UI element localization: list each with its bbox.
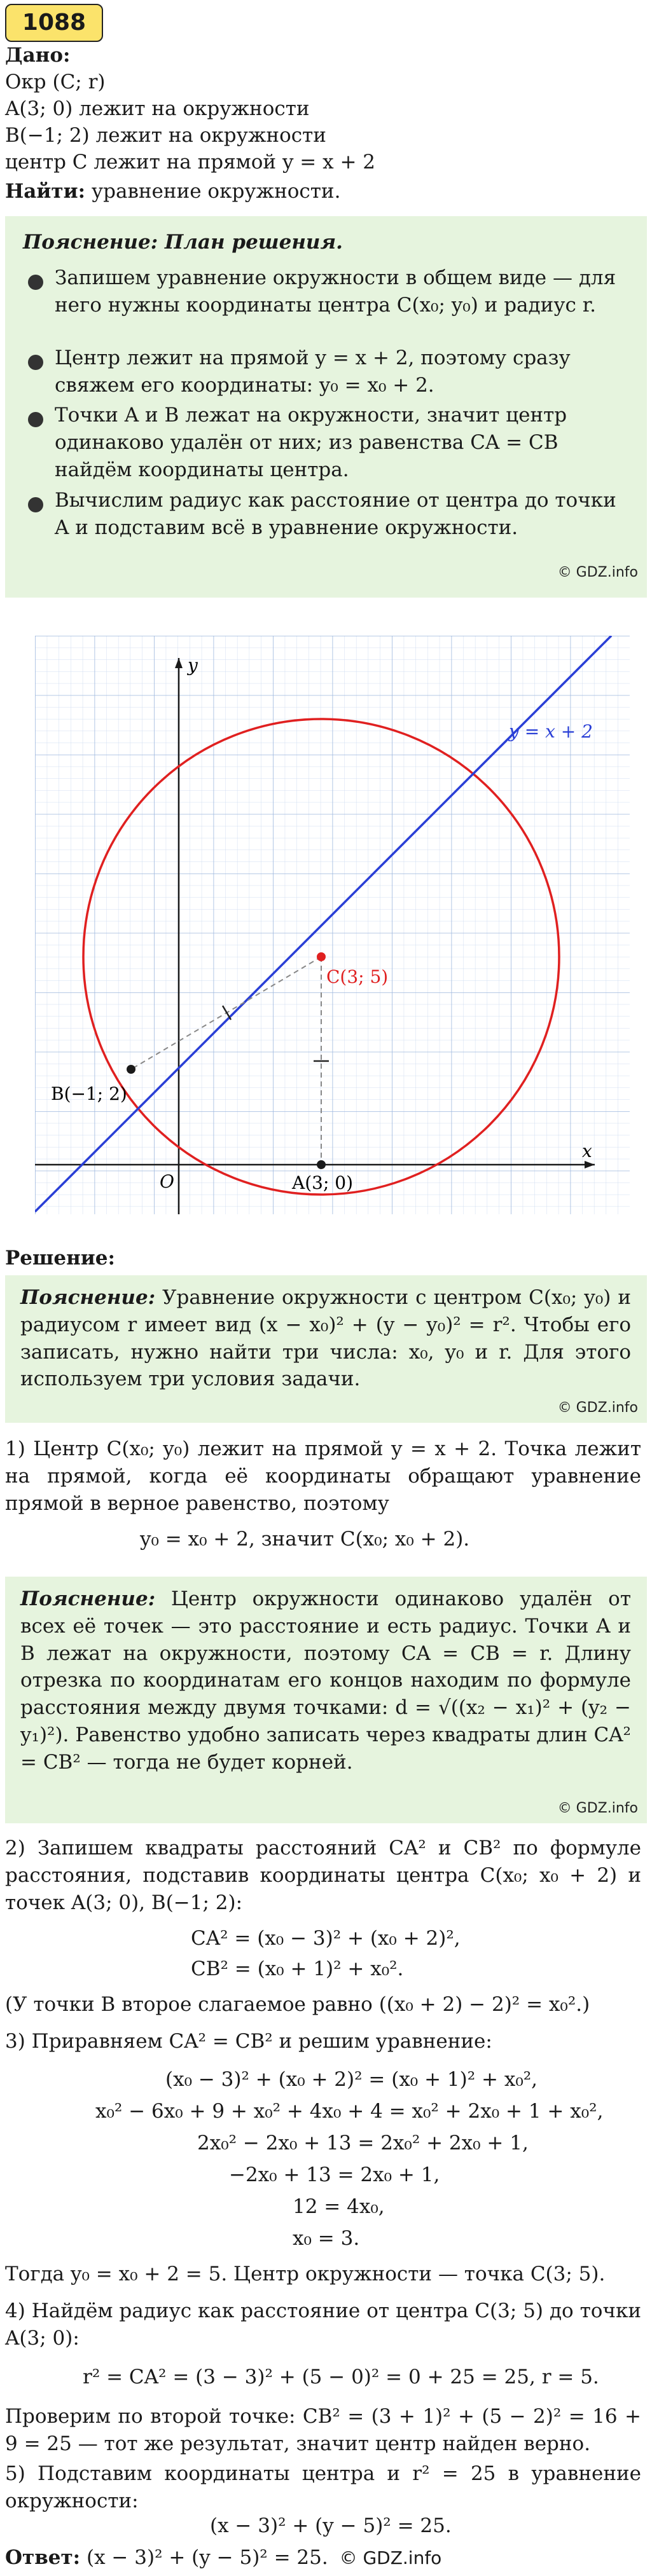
- plan-bullet-1: [28, 275, 43, 290]
- answer-watermark: © GDZ.info: [339, 2547, 442, 2568]
- point-a: [317, 1160, 326, 1169]
- step3-line-2: x₀² − 6x₀ + 9 + x₀² + 4x₀ + 4 = x₀² + 2x₀ + 1 + x₀²,: [95, 2100, 604, 2123]
- plan-item-2: Центр лежит на прямой y = x + 2, поэтому сразу свяжем его координаты: y₀ = x₀ + 2.: [55, 346, 571, 397]
- note1-label: Пояснение:: [20, 1286, 156, 1309]
- note2-text-block: [20, 1586, 631, 1776]
- plan-header: Пояснение: План решения.: [23, 231, 343, 254]
- step2-text: 2) Запишем квадраты расстояний CA² и CB² по формуле расстояния, подставив координаты центра C(x₀; x₀ + 2) и точек A(3; 0), B(−1; 2):: [5, 1837, 641, 1914]
- line-label: y = x + 2: [509, 721, 593, 742]
- find-label: Найти:: [5, 180, 86, 203]
- step4-formula: r² = CA² = (3 − 3)² + (5 − 0)² = 0 + 25 = 25, r = 5.: [83, 2366, 599, 2388]
- plan-item-1: Запишем уравнение окружности в общем виде — для него нужны координаты центра C(x₀; y₀) и радиус r.: [55, 266, 616, 317]
- step1-text: 1) Центр C(x₀; y₀) лежит на прямой y = x + 2. Точка лежит на прямой, когда её координаты обращают уравнение прямой в верное равенство, поэтому: [5, 1437, 641, 1515]
- coordinate-graph: [35, 636, 630, 1214]
- step3-result: Тогда y₀ = x₀ + 2 = 5. Центр окружности — точка C(3; 5).: [5, 2263, 606, 2285]
- step3-line-4: −2x₀ + 13 = 2x₀ + 1,: [229, 2163, 440, 2186]
- x-axis-label: x: [582, 1141, 592, 1161]
- point-c: [317, 952, 326, 961]
- step3-line-3: 2x₀² − 2x₀ + 13 = 2x₀² + 2x₀ + 1,: [197, 2132, 529, 2155]
- given-line-1: Окр (C; r): [5, 71, 106, 93]
- y-axis-label: y: [188, 655, 198, 676]
- plan-bullet-4: [28, 497, 43, 512]
- answer-label: Ответ:: [5, 2546, 81, 2569]
- problem-number-badge: 1088: [5, 4, 103, 42]
- answer-line: [5, 2544, 441, 2572]
- plan-item-4: Вычислим радиус как расстояние от центра до точки A и подставим всё в уравнение окружности.: [55, 489, 616, 539]
- step3-line-5: 12 = 4x₀,: [293, 2195, 385, 2218]
- step2-formula-2: CB² = (x₀ + 1)² + x₀².: [191, 1957, 404, 1980]
- note1-text-block: [20, 1284, 631, 1393]
- point-b: [127, 1065, 135, 1074]
- step5-formula: (x − 3)² + (y − 5)² = 25.: [210, 2514, 452, 2537]
- plan-bullet-3: [28, 412, 43, 427]
- step3-line-1: (x₀ − 3)² + (x₀ + 2)² = (x₀ + 1)² + x₀²,: [165, 2068, 538, 2091]
- step4-text: 4) Найдём радиус как расстояние от центра C(3; 5) до точки A(3; 0):: [5, 2299, 641, 2350]
- given-line-3: B(−1; 2) лежит на окружности: [5, 124, 326, 147]
- step3-text: 3) Приравняем CA² = CB² и решим уравнение:: [5, 2030, 492, 2053]
- plan-item-3: Точки A и B лежат на окружности, значит центр одинаково удалён от них; из равенства CA = CB найдём координаты центра.: [55, 404, 567, 481]
- step3-line-6: x₀ = 3.: [293, 2227, 360, 2250]
- find-line: [5, 178, 340, 205]
- origin-label: O: [160, 1171, 174, 1192]
- given-title: Дано:: [5, 44, 71, 67]
- solution-title: Решение:: [5, 1247, 115, 1270]
- given-line-4: центр C лежит на прямой y = x + 2: [5, 151, 376, 174]
- note2-watermark: © GDZ.info: [557, 1800, 638, 1816]
- point-b-label: B(−1; 2): [51, 1083, 127, 1104]
- given-line-2: A(3; 0) лежит на окружности: [5, 97, 310, 120]
- answer-text: (x − 3)² + (y − 5)² = 25.: [80, 2546, 328, 2569]
- step2-formula-1: CA² = (x₀ − 3)² + (x₀ + 2)²,: [191, 1927, 461, 1950]
- step5-text: 5) Подставим координаты центра и r² = 25 в уравнение окружности:: [5, 2462, 641, 2512]
- step4-check: Проверим по второй точке: CB² = (3 + 1)² + (5 − 2)² = 16 + 9 = 25 — тот же результат, значит центр найден верно.: [5, 2405, 641, 2455]
- plan-watermark: © GDZ.info: [557, 565, 638, 580]
- plan-box: [5, 216, 647, 598]
- note1-box: [5, 1275, 647, 1423]
- note1-text: Уравнение окружности с центром C(x₀; y₀) и радиусом r имеет вид (x − x₀)² + (y − y₀)² = r². Чтобы его записать, нужно найти три числа: x₀, y₀ и r. Для этого используем три условия задачи.: [20, 1286, 631, 1391]
- note1-watermark: © GDZ.info: [557, 1400, 638, 1416]
- plan-bullet-2: [28, 355, 43, 370]
- note2-text: Центр окружности одинаково удалён от всех её точек — это расстояние и есть радиус. Точки A и B лежат на окружности, поэтому CA = CB = r. Длину отрезка по координатам его концов находим по формуле расстояния между двумя точками: d = √((x₂ − x₁)² + (y₂ − y₁)²). Равенство удобно записать через квадраты длин CA² = CB² — тогда не будет корней.: [20, 1587, 631, 1774]
- note2-label: Пояснение:: [20, 1587, 156, 1610]
- note2-box: [5, 1577, 647, 1823]
- point-a-label: A(3; 0): [292, 1172, 354, 1193]
- point-c-label: C(3; 5): [326, 966, 389, 987]
- find-text: уравнение окружности.: [91, 180, 341, 203]
- step2-note: (У точки B второе слагаемое равно ((x₀ + 2) − 2)² = x₀².): [5, 1993, 590, 2016]
- step1-formula: y₀ = x₀ + 2, значит C(x₀; x₀ + 2).: [140, 1528, 470, 1551]
